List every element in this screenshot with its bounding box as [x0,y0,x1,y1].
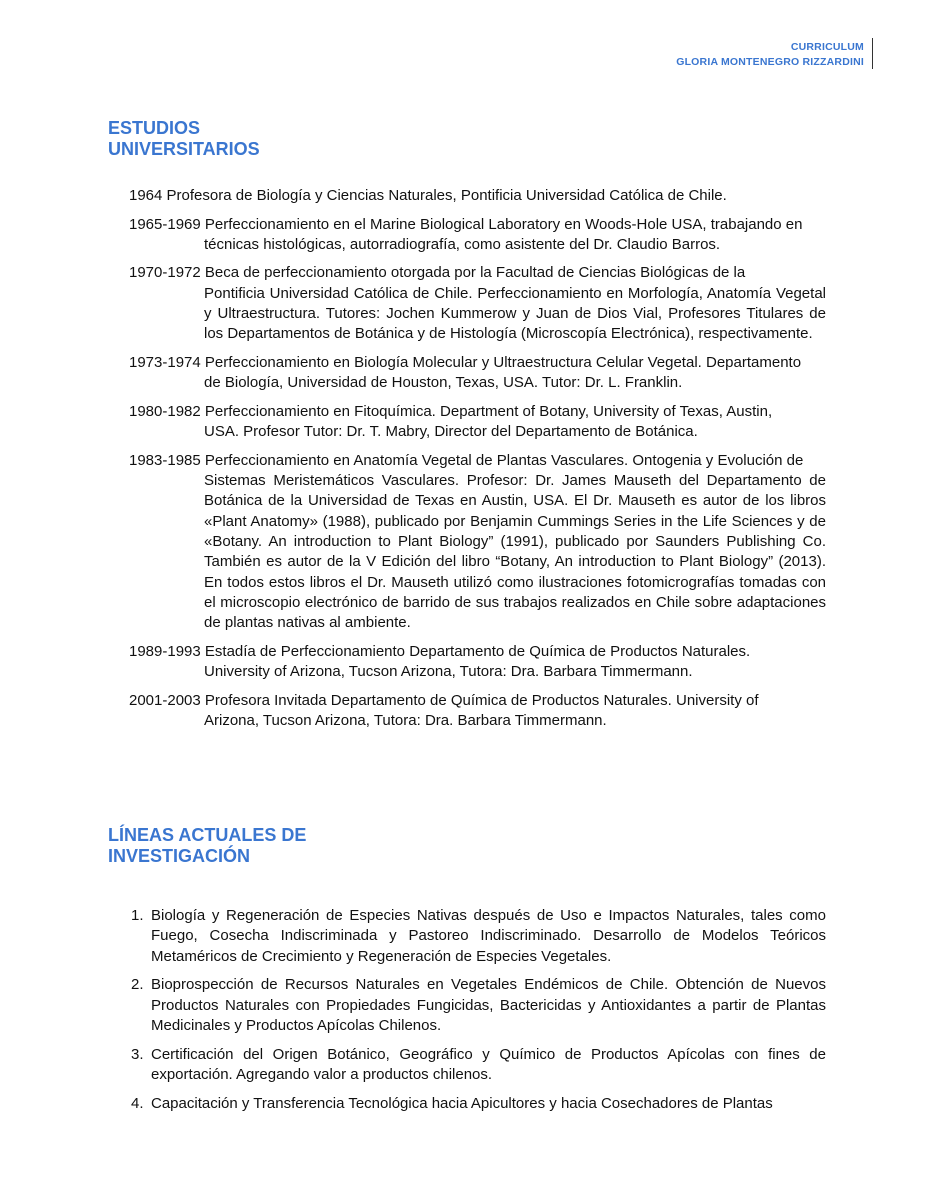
study-entry-continuation: University of Arizona, Tucson Arizona, Tutora: Dra. Barbara Timmermann. [204,663,693,681]
research-heading [108,825,306,867]
research-heading-line1: LÍNEAS ACTUALES DE [108,825,307,845]
research-item [131,975,826,1036]
study-entry [129,451,826,634]
study-entry-continuation: USA. Profesor Tutor: Dr. T. Mabry, Director del Departamento de Botánica. [204,423,698,441]
study-entry [129,691,826,732]
study-entry-first-line: 1970-1972 Beca de perfeccionamiento otorgada por la Facultad de Ciencias Biológicas de la [129,264,746,282]
research-item-number: 4. [131,1095,144,1113]
study-entry-continuation: Sistemas Meristemáticos Vasculares. Profesor: Dr. James Mauseth del Departamento de Botánica de la Universidad de Texas en Austin, USA. El Dr. Mauseth es autor de los libros «Plant Anatomy» (1988), publicado por Benjamin Cummings Series in the Life Sciences y de «Botany. An introduction to Plant Biology” (1991), publicado por Saunders Publishing Co. También es autor de la V Edición del libro “Botany, An introduction to Plant Biology” (2013). En todos estos libros el Dr. Mauseth utilizó como ilustraciones fotomicrografías tomadas con el microscopio electrónico de barrido de sus trabajos realizados en Chile sobre adaptaciones de plantas nativas al ambiente. [204,472,826,632]
studies-heading-line1: ESTUDIOS [108,118,201,138]
page-header [676,40,864,70]
study-entry [129,186,826,206]
research-item [131,906,826,967]
study-entry [129,402,826,443]
studies-heading-line2: UNIVERSITARIOS [108,139,260,159]
study-entry-continuation: técnicas histológicas, autorradiografía, como asistente del Dr. Claudio Barros. [204,235,721,253]
study-entry [129,215,826,256]
study-entry-continuation: Arizona, Tucson Arizona, Tutora: Dra. Barbara Timmermann. [204,711,607,729]
studies-list [129,186,826,740]
research-item-text: Bioprospección de Recursos Naturales en Vegetales Endémicos de Chile. Obtención de Nuevos Productos Naturales con Propiedades Fungicidas, Bactericidas y Antioxidantes a partir de Plantas Medicinales y Productos Apícolas Chilenos. [151,976,826,1035]
research-item-number: 2. [131,976,144,994]
studies-heading [108,118,260,160]
study-entry [129,642,826,683]
study-entry-first-line: 1973-1974 Perfeccionamiento en Biología Molecular y Ultraestructura Celular Vegetal. Departamento [129,353,802,371]
study-entry [129,263,826,344]
study-entry-first-line: 1964 Profesora de Biología y Ciencias Naturales, Pontificia Universidad Católica de Chile. [129,187,727,204]
research-heading-line2: INVESTIGACIÓN [108,846,251,866]
study-entry-first-line: 1983-1985 Perfeccionamiento en Anatomía Vegetal de Plantas Vasculares. Ontogenia y Evolución de [129,451,804,469]
study-entry-continuation: de Biología, Universidad de Houston, Texas, USA. Tutor: Dr. L. Franklin. [204,374,683,392]
research-item-number: 3. [131,1045,144,1063]
study-entry-first-line: 2001-2003 Profesora Invitada Departamento de Química de Productos Naturales. University of [129,691,759,709]
study-entry-first-line: 1965-1969 Perfeccionamiento en el Marine Biological Laboratory en Woods-Hole USA, trabajando en [129,215,803,233]
research-item [131,1094,826,1114]
study-entry-first-line: 1989-1993 Estadía de Perfeccionamiento Departamento de Química de Productos Naturales. [129,642,751,660]
study-entry-first-line: 1980-1982 Perfeccionamiento en Fitoquímica. Department of Botany, University of Texas, Austin, [129,402,773,420]
research-item-text: Capacitación y Transferencia Tecnológica hacia Apicultores y hacia Cosechadores de Plantas [151,1095,773,1113]
study-entry [129,353,826,394]
header-divider [872,38,873,69]
header-curriculum: CURRICULUM [790,41,864,53]
research-item-text: Certificación del Origen Botánico, Geográfico y Químico de Productos Apícolas con fines de exportación. Agregando valor a productos chilenos. [151,1045,826,1084]
research-item-text: Biología y Regeneración de Especies Nativas después de Uso e Impactos Naturales, tales como Fuego, Cosecha Indiscriminada y Pastoreo Indiscriminado. Desarrollo de Modelos Teóricos Metaméricos de Crecimiento y Regeneración de Especies Vegetales. [151,907,826,965]
header-author-name: GLORIA MONTENEGRO RIZZARDINI [676,56,864,68]
research-item [131,1045,826,1086]
research-list [131,906,826,1123]
study-entry-continuation: Pontificia Universidad Católica de Chile. Perfeccionamiento en Morfología, Anatomía Vegetal y Ultraestructura. Tutores: Jochen Kummerow y Juan de Dios Vial, Profesores Titulares de los Departamentos de Botánica y de Histología (Microscopía Electrónica), respectivamente. [204,284,826,343]
research-item-number: 1. [131,907,144,924]
